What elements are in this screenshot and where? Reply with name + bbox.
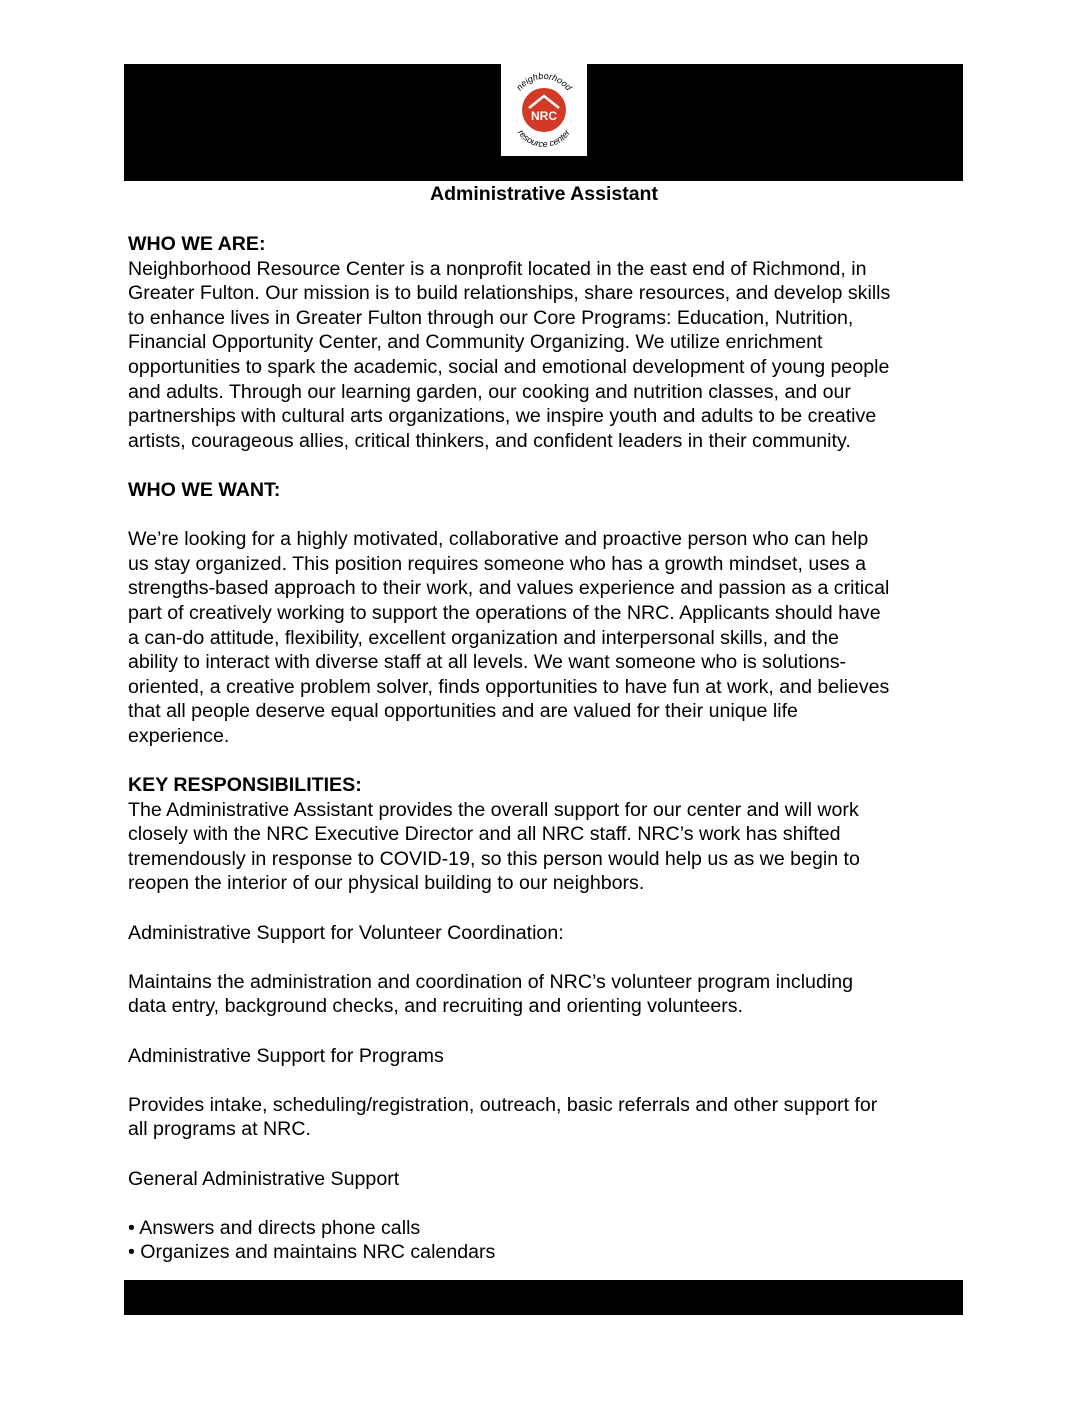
paragraph-line: opportunities to spark the academic, social and emotional development of young people (128, 355, 890, 378)
paragraph-line: partnerships with cultural arts organizations, we inspire youth and adults to be creative (128, 405, 877, 428)
paragraph-line: Neighborhood Resource Center is a nonprofit located in the east end of Richmond, in (128, 257, 867, 280)
paragraph-line: strengths-based approach to their work, and values experience and passion as a critical (128, 577, 890, 600)
section-heading: WHO WE WANT: (128, 478, 281, 501)
paragraph-line: all programs at NRC. (128, 1118, 311, 1141)
paragraph-line: oriented, a creative problem solver, finds opportunities to have fun at work, and believes (128, 675, 890, 698)
who-we-are-section (128, 232, 968, 453)
paragraph-line: artists, courageous allies, critical thinkers, and confident leaders in their community. (128, 429, 851, 452)
bullet-item: • Organizes and maintains NRC calendars (128, 1241, 496, 1264)
paragraph-line: part of creatively working to support the operations of the NRC. Applicants should have (128, 601, 881, 624)
document-body (128, 232, 968, 1265)
subheading-programs: Administrative Support for Programs (128, 1044, 444, 1067)
paragraph-line: Provides intake, scheduling/registration, outreach, basic referrals and other support for (128, 1093, 878, 1116)
paragraph-line: and adults. Through our learning garden, our cooking and nutrition classes, and our (128, 380, 851, 403)
paragraph-line: The Administrative Assistant provides the overall support for our center and will work (128, 798, 859, 821)
section-heading: KEY RESPONSIBILITIES: (128, 774, 362, 797)
who-we-want-section (128, 478, 968, 749)
paragraph-line: ability to interact with diverse staff at all levels. We want someone who is solutions- (128, 651, 847, 674)
subheading-volunteer: Administrative Support for Volunteer Coordination: (128, 921, 564, 944)
page-title: Administrative Assistant (430, 183, 658, 205)
paragraph-line: reopen the interior of our physical building to our neighbors. (128, 872, 645, 895)
paragraph-line: us stay organized. This position requires someone who has a growth mindset, uses a (128, 552, 867, 575)
paragraph-line: experience. (128, 724, 230, 747)
paragraph-line: data entry, background checks, and recruiting and orienting volunteers. (128, 995, 744, 1018)
logo-center-text: NRC (531, 109, 557, 123)
paragraph-line: Financial Opportunity Center, and Community Organizing. We utilize enrichment (128, 331, 823, 354)
key-responsibilities-section (128, 773, 968, 1265)
paragraph-line: We’re looking for a highly motivated, collaborative and proactive person who can help (128, 528, 869, 551)
paragraph-line: a can-do attitude, flexibility, excellent organization and interpersonal skills, and the (128, 626, 839, 649)
paragraph-line: that all people deserve equal opportunities and are valued for their unique life (128, 700, 798, 723)
logo-bottom-text: resource center (516, 127, 572, 150)
section-heading: WHO WE ARE: (128, 233, 266, 255)
paragraph-line: closely with the NRC Executive Director and all NRC staff. NRC’s work has shifted (128, 823, 841, 846)
paragraph-line: tremendously in response to COVID-19, so this person would help us as we begin to (128, 847, 860, 870)
footer-bar (124, 1280, 963, 1315)
paragraph-line: Maintains the administration and coordination of NRC’s volunteer program including (128, 970, 853, 993)
logo-top-text: neighborhood (514, 70, 574, 93)
paragraph-line: to enhance lives in Greater Fulton through our Core Programs: Education, Nutrition, (128, 306, 854, 329)
subheading-general: General Administrative Support (128, 1167, 400, 1190)
nrc-logo (501, 64, 587, 156)
paragraph-line: Greater Fulton. Our mission is to build relationships, share resources, and develop skills (128, 282, 891, 305)
bullet-item: • Answers and directs phone calls (128, 1216, 421, 1239)
